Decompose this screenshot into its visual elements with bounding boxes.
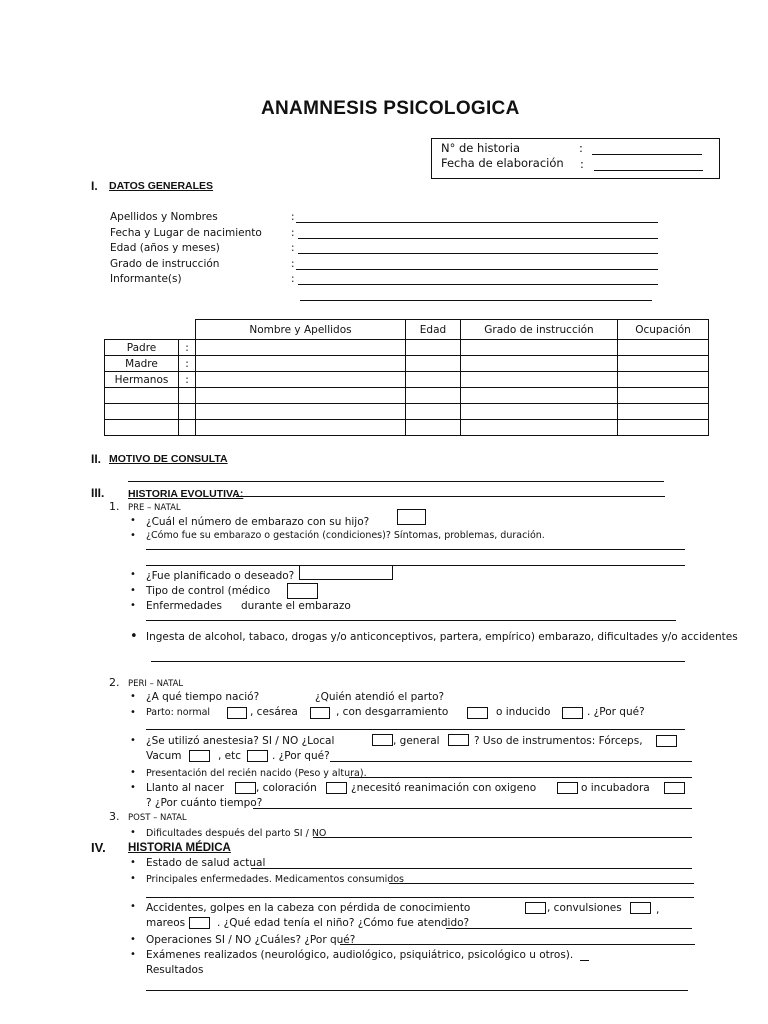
principales-field-2[interactable]: [146, 897, 694, 898]
row-label: Padre: [105, 340, 179, 356]
post-dificultades: Dificultades después del parto SI / NO: [146, 828, 327, 839]
table-cell[interactable]: [196, 356, 406, 372]
bullet-icon: •: [130, 515, 136, 526]
row-label: Hermanos: [105, 372, 179, 388]
col-header: Nombre y Apellidos: [196, 320, 406, 340]
table-cell[interactable]: [461, 420, 618, 436]
bullet-icon: •: [130, 857, 136, 868]
section2-number: II.: [91, 452, 102, 466]
table-cell[interactable]: [406, 404, 461, 420]
mareos-label: mareos: [146, 917, 186, 929]
col-header: Grado de instrucción: [461, 320, 618, 340]
mareos-checkbox[interactable]: [189, 917, 210, 929]
pre-q6: Ingesta de alcohol, tabaco, drogas y/o anticonceptivos, partera, empírico) embarazo, dificultades y/o accidentes: [146, 631, 738, 643]
sub1-title: PRE – NATAL: [128, 503, 181, 513]
local-checkbox[interactable]: [372, 734, 393, 746]
convulsiones-label: , convulsiones: [547, 902, 622, 914]
bullet-icon: •: [130, 585, 136, 596]
pre-q5b: durante el embarazo: [241, 600, 351, 612]
operaciones-label: Operaciones SI / NO ¿Cuáles? ¿Por qué?: [146, 934, 356, 946]
peri-llanto: Llanto al nacer: [146, 782, 225, 794]
resultados-label: Resultados: [146, 964, 204, 976]
convulsiones-checkbox[interactable]: [630, 902, 651, 914]
bullet-icon: •: [130, 735, 136, 746]
table-cell[interactable]: [196, 388, 406, 404]
section1-title: DATOS GENERALES: [109, 180, 214, 192]
bullet-icon: •: [130, 629, 138, 644]
peri-cesarea: , cesárea: [250, 706, 298, 718]
field-label: Informante(s): [110, 273, 182, 285]
peri-q1: ¿A qué tiempo nació?: [146, 691, 260, 703]
table-cell[interactable]: [461, 404, 618, 420]
table-cell[interactable]: [406, 372, 461, 388]
table-cell[interactable]: [406, 420, 461, 436]
peri-anestesia: ¿Se utilizó anestesia? SI / NO ¿Local: [146, 735, 335, 747]
section4-number: IV.: [91, 840, 106, 855]
peri-cuanto: ? ¿Por cuánto tiempo?: [146, 797, 263, 809]
table-cell[interactable]: [461, 356, 618, 372]
field-colon: :: [291, 258, 295, 270]
table-cell[interactable]: [618, 420, 709, 436]
informante-field[interactable]: [298, 284, 658, 285]
table-cell[interactable]: [196, 420, 406, 436]
apellidos-field[interactable]: [296, 222, 658, 223]
field-label: Apellidos y Nombres: [110, 211, 218, 223]
control-box[interactable]: [287, 583, 318, 599]
table-row: [105, 340, 709, 356]
sub2-number: 2.: [109, 676, 120, 689]
fecha-field[interactable]: [594, 170, 703, 171]
peri-etc: , etc: [218, 750, 242, 762]
bullet-icon: •: [130, 691, 136, 702]
bullet-icon: •: [130, 707, 136, 718]
table-cell[interactable]: [461, 340, 618, 356]
row-colon: :: [179, 356, 196, 372]
coma-label: ,: [656, 904, 660, 916]
historia-colon: :: [579, 141, 583, 155]
table-cell[interactable]: [406, 356, 461, 372]
peri-parto: Parto: normal: [146, 707, 211, 718]
record-box: [431, 138, 720, 179]
field-label: Grado de instrucción: [110, 258, 220, 270]
peri-desgarramiento: , con desgarramiento: [336, 706, 449, 718]
table-row: [105, 388, 709, 404]
table-cell[interactable]: [406, 388, 461, 404]
principales-field[interactable]: [389, 883, 694, 884]
historia-field[interactable]: [592, 154, 702, 155]
post-field[interactable]: [313, 837, 692, 838]
informante-field-2[interactable]: [300, 300, 652, 301]
table-cell[interactable]: [179, 388, 196, 404]
parto-field[interactable]: [146, 729, 685, 730]
peri-presentacion: Presentación del recién nacido (Peso y altura).: [146, 768, 367, 779]
resultados-field[interactable]: [146, 990, 688, 991]
table-cell[interactable]: [196, 372, 406, 388]
salud-label: Estado de salud actual: [146, 857, 266, 869]
peri-vacum: Vacum: [146, 750, 182, 762]
peri-reanimacion: ¿necesitó reanimación con oxigeno: [351, 782, 537, 794]
table-cell[interactable]: [179, 420, 196, 436]
table-cell[interactable]: [461, 388, 618, 404]
table-cell[interactable]: [618, 372, 709, 388]
enfermedades-field[interactable]: [146, 620, 676, 621]
motivo-field[interactable]: [128, 481, 664, 482]
field-label: Fecha y Lugar de nacimiento: [110, 227, 262, 239]
fecha-label: Fecha de elaboración: [441, 156, 564, 170]
normal-checkbox[interactable]: [227, 707, 247, 719]
atendido-field[interactable]: [446, 928, 692, 929]
section3-title: HISTORIA EVOLUTIVA:: [128, 488, 244, 500]
gestacion-field-2[interactable]: [146, 565, 685, 566]
accidentes-label: Accidentes, golpes en la cabeza con pérdida de conocimiento: [146, 902, 471, 914]
table-cell[interactable]: [105, 404, 179, 420]
reanimacion-checkbox[interactable]: [557, 782, 578, 794]
section1-number: I.: [91, 179, 98, 193]
fecha-colon: :: [580, 157, 584, 171]
table-row: [105, 372, 709, 388]
field-colon: :: [291, 211, 295, 223]
peri-incubadora: o incubadora: [581, 782, 650, 794]
edad-field[interactable]: [298, 253, 658, 254]
peri-inducido: o inducido: [496, 706, 551, 718]
operaciones-field[interactable]: [340, 944, 695, 945]
table-row: [105, 404, 709, 420]
table-cell[interactable]: [618, 340, 709, 356]
peri-porque2: . ¿Por qué?: [272, 750, 330, 762]
table-cell[interactable]: [196, 340, 406, 356]
anestesia-field[interactable]: [330, 761, 692, 762]
table-row: [105, 356, 709, 372]
salud-field[interactable]: [251, 868, 692, 869]
etc-checkbox[interactable]: [247, 750, 268, 762]
field-colon: :: [291, 227, 295, 239]
table-cell[interactable]: [105, 388, 179, 404]
table-row: [105, 420, 709, 436]
bullet-icon: •: [130, 949, 136, 960]
table-cell[interactable]: [105, 420, 179, 436]
gestacion-field[interactable]: [146, 549, 685, 550]
section4-title: HISTORIA MÉDICA: [128, 842, 231, 854]
peri-porque: . ¿Por qué?: [587, 706, 645, 718]
peri-coloracion: , coloración: [256, 782, 317, 794]
table-cell[interactable]: [618, 388, 709, 404]
peri-q2: ¿Quién atendió el parto?: [315, 691, 445, 703]
table-cell[interactable]: [618, 404, 709, 420]
accidentes-checkbox[interactable]: [525, 902, 546, 914]
examenes-short-line: [580, 960, 589, 961]
family-table: [104, 319, 709, 436]
forceps-checkbox[interactable]: [656, 735, 677, 747]
peri-instrumentos: ? Uso de instrumentos: Fórceps,: [474, 735, 643, 747]
principales-label: Principales enfermedades. Medicamentos consumidos: [146, 874, 404, 885]
field-colon: :: [291, 273, 295, 285]
bullet-icon: •: [130, 569, 136, 580]
bullet-icon: •: [130, 934, 136, 945]
field-colon: :: [291, 242, 295, 254]
incubadora-checkbox[interactable]: [664, 782, 685, 794]
bullet-icon: •: [130, 600, 136, 611]
embarazo-number-box[interactable]: [397, 509, 426, 525]
pre-q3: ¿Fue planificado o deseado?: [146, 570, 295, 582]
historia-label: N° de historia: [441, 141, 521, 155]
row-colon: :: [179, 372, 196, 388]
sub1-number: 1.: [109, 500, 120, 513]
evolutiva-line: [236, 496, 665, 497]
pre-q2: ¿Cómo fue su embarazo o gestación (condiciones)? Síntomas, problemas, duración.: [146, 530, 545, 541]
col-header: Edad: [406, 320, 461, 340]
bullet-icon: •: [130, 782, 136, 793]
sub3-number: 3.: [109, 810, 120, 823]
row-label: Madre: [105, 356, 179, 372]
bullet-icon: •: [130, 530, 136, 541]
col-header: Ocupación: [618, 320, 709, 340]
coloracion-checkbox[interactable]: [326, 782, 347, 794]
table-cell[interactable]: [618, 356, 709, 372]
table-cell[interactable]: [406, 340, 461, 356]
row-colon: :: [179, 340, 196, 356]
vacum-checkbox[interactable]: [189, 750, 210, 762]
general-checkbox[interactable]: [448, 734, 469, 746]
page-title: ANAMNESIS PSICOLOGICA: [261, 98, 520, 119]
table-cell[interactable]: [196, 404, 406, 420]
section2-title: MOTIVO DE CONSULTA: [109, 453, 228, 465]
llanto-checkbox[interactable]: [235, 782, 256, 794]
bullet-icon: •: [130, 827, 136, 838]
section3-number: III.: [91, 486, 105, 500]
bullet-icon: •: [130, 901, 136, 912]
inducido-checkbox[interactable]: [562, 707, 583, 719]
sub3-title: POST – NATAL: [128, 813, 187, 823]
peri-general: , general: [393, 735, 440, 747]
ingesta-field[interactable]: [151, 661, 685, 662]
pre-q5: Enfermedades: [146, 600, 222, 612]
table-cell[interactable]: [179, 404, 196, 420]
cesarea-checkbox[interactable]: [310, 707, 330, 719]
pre-q4: Tipo de control (médico: [146, 585, 271, 597]
field-label: Edad (años y meses): [110, 242, 220, 254]
desgarramiento-checkbox[interactable]: [467, 707, 488, 719]
cuanto-field[interactable]: [253, 808, 692, 809]
examenes-label: Exámenes realizados (neurológico, audiológico, psiquiátrico, psicológico u otros).: [146, 949, 574, 961]
sub2-title: PERI – NATAL: [128, 679, 184, 689]
pre-q1: ¿Cuál el número de embarazo con su hijo?: [146, 516, 370, 528]
nacimiento-field[interactable]: [298, 238, 658, 239]
presentacion-field[interactable]: [349, 777, 692, 778]
bullet-icon: •: [130, 873, 136, 884]
table-cell[interactable]: [461, 372, 618, 388]
instruccion-field[interactable]: [296, 269, 658, 270]
planificado-box[interactable]: [299, 565, 393, 580]
edad-label: . ¿Qué edad tenía el niño? ¿Cómo fue atendido?: [217, 917, 470, 929]
bullet-icon: •: [130, 767, 136, 778]
